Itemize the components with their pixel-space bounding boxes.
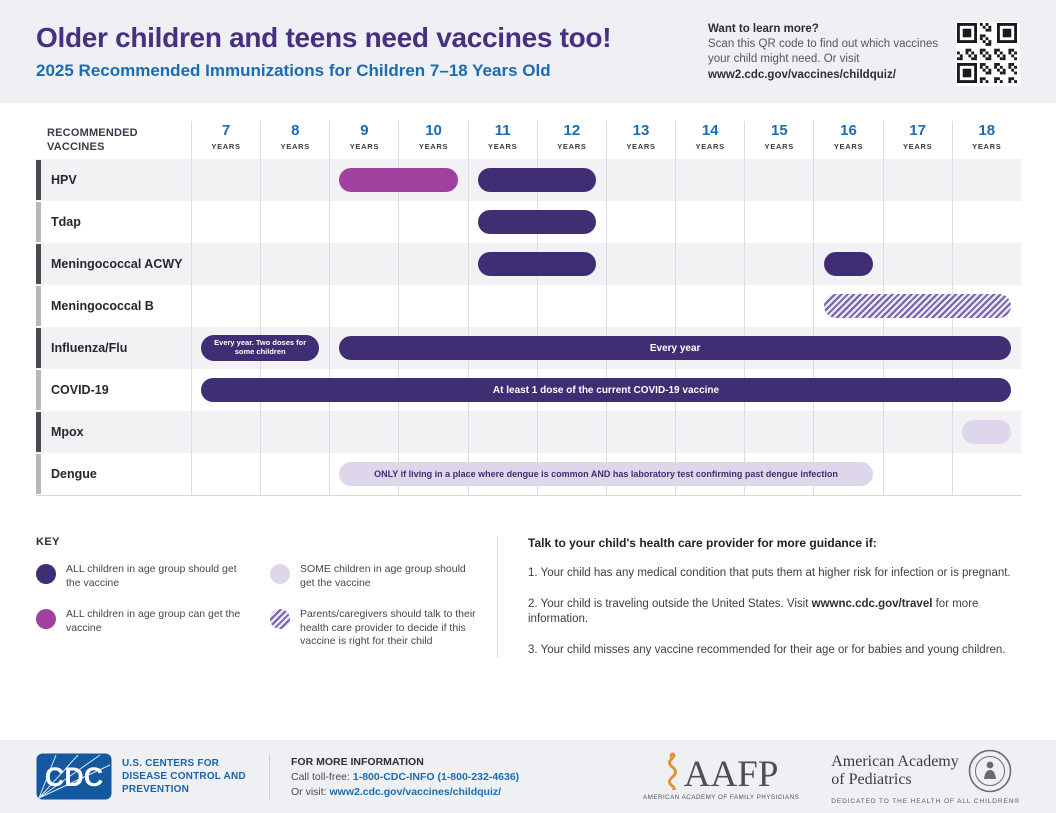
guidance-item-2-text: 2. Your child is traveling outside the United States. Visit — [528, 597, 812, 610]
schedule-bar: Every year. Two doses for some children — [201, 335, 319, 361]
cdc-logo-text: CDC — [44, 762, 104, 792]
grid-cell — [329, 243, 398, 285]
vaccine-label: Influenza/Flu — [51, 341, 128, 355]
key-legend — [36, 536, 492, 658]
grid-cell — [260, 159, 329, 201]
grid-cell — [744, 285, 813, 327]
grid-cell — [468, 411, 537, 453]
grid-cell — [952, 243, 1021, 285]
key-swatch-can — [36, 609, 56, 629]
learn-more-heading: Want to learn more? — [708, 23, 819, 35]
age-column-14: 14 YEARS — [675, 121, 744, 159]
key-item-text: SOME children in age group should get the vaccine — [300, 563, 466, 589]
childquiz-link[interactable]: www2.cdc.gov/vaccines/childquiz/ — [708, 68, 896, 81]
key-items — [36, 563, 492, 649]
cdc-logo-block — [36, 753, 260, 800]
row-accent-bar — [36, 454, 41, 494]
schedule-header-row — [36, 121, 1021, 159]
row-grid — [191, 453, 1021, 495]
vaccine-label: Meningococcal B — [51, 299, 154, 313]
vaccine-row-meningococcal-acwy — [36, 243, 1021, 285]
grid-cell — [675, 243, 744, 285]
grid-cell — [260, 453, 329, 495]
vaccine-label: Meningococcal ACWY — [51, 257, 183, 271]
guidance-item-2-suffix: for more information. — [528, 597, 979, 625]
aap-caption: DEDICATED TO THE HEALTH OF ALL CHILDREN® — [831, 797, 1020, 805]
page-header — [0, 0, 1056, 103]
grid-cell — [537, 411, 606, 453]
grid-cell — [260, 201, 329, 243]
grid-cell — [606, 201, 675, 243]
key-swatch-talk — [270, 609, 290, 629]
grid-cell — [952, 159, 1021, 201]
aap-name — [831, 753, 959, 788]
key-item-should — [36, 563, 242, 591]
vaccine-label: Mpox — [51, 425, 84, 439]
grid-cell — [813, 201, 882, 243]
key-item-text: Parents/caregivers should talk to their health care provider to decide if this vaccine is right for their child — [300, 607, 476, 648]
row-accent-bar — [36, 412, 41, 452]
grid-cell — [675, 285, 744, 327]
grid-cell — [398, 201, 467, 243]
row-accent-bar — [36, 160, 41, 200]
grid-cell — [398, 285, 467, 327]
learn-more-block — [708, 22, 940, 83]
grid-cell — [883, 201, 952, 243]
schedule-rows — [36, 159, 1021, 496]
schedule-bar — [962, 420, 1011, 444]
aap-logo-row — [831, 749, 1020, 793]
grid-cell — [191, 285, 260, 327]
grid-cell — [606, 159, 675, 201]
row-accent-bar — [36, 244, 41, 284]
row-grid — [191, 285, 1021, 327]
grid-cell — [883, 453, 952, 495]
row-accent-bar — [36, 328, 41, 368]
aafp-torch-icon — [664, 752, 681, 790]
schedule-bar: Every year — [339, 336, 1011, 360]
age-column-16: 16 YEARS — [813, 121, 882, 159]
vaccine-label: Dengue — [51, 467, 97, 481]
grid-cell — [260, 411, 329, 453]
grid-cell — [537, 285, 606, 327]
schedule-bar: At least 1 dose of the current COVID-19 vaccine — [201, 378, 1011, 402]
key-item-text: ALL children in age group can get the vaccine — [66, 607, 241, 634]
learn-more-body — [708, 37, 940, 83]
key-swatch-should — [36, 564, 56, 584]
age-column-15: 15 YEARS — [744, 121, 813, 159]
main-content — [0, 121, 1056, 658]
grid-cell — [191, 159, 260, 201]
grid-cell — [952, 453, 1021, 495]
page-subtitle: 2025 Recommended Immunizations for Children 7–18 Years Old — [36, 61, 551, 80]
schedule-bar — [824, 252, 873, 276]
vaccine-row-hpv — [36, 159, 1021, 201]
key-item-can — [36, 608, 242, 636]
vaccine-row-dengue — [36, 453, 1021, 495]
key-swatch-some — [270, 564, 290, 584]
qr-code — [956, 22, 1020, 86]
guidance-item-3: 3. Your child misses any vaccine recommended for their age or for babies and young children. — [528, 643, 1006, 656]
footer-info-block — [291, 756, 519, 798]
grid-cell — [329, 411, 398, 453]
guidance-item-1: 1. Your child has any medical condition that puts them at higher risk for infection or is pregnant. — [528, 567, 1011, 579]
key-item-text: ALL children in age group should get the vaccine — [66, 563, 237, 589]
learn-more-text: Scan this QR code to find out which vaccines your child might need. Or visit — [708, 38, 939, 66]
grid-cell — [191, 411, 260, 453]
recommended-vaccines-label: RECOMMENDED VACCINES — [47, 127, 138, 154]
grid-cell — [744, 159, 813, 201]
grid-cell — [191, 243, 260, 285]
grid-cell — [606, 285, 675, 327]
grid-cell — [329, 201, 398, 243]
grid-cell — [606, 411, 675, 453]
grid-cell — [398, 411, 467, 453]
key-item-some — [270, 563, 476, 591]
age-column-7: 7 YEARS — [191, 121, 260, 159]
vaccine-row-influenza-flu — [36, 327, 1021, 369]
aafp-logo-top — [664, 752, 779, 795]
grid-cell — [883, 243, 952, 285]
age-column-9: 9 YEARS — [329, 121, 398, 159]
grid-cell — [191, 453, 260, 495]
cdc-logo — [36, 753, 112, 800]
aap-seal-icon — [968, 749, 1012, 793]
schedule-bar — [478, 252, 596, 276]
footer-childquiz-link[interactable]: www2.cdc.gov/vaccines/childquiz/ — [329, 785, 502, 798]
grid-cell — [813, 159, 882, 201]
phone-link[interactable]: 1-800-CDC-INFO (1-800-232-4636) — [352, 770, 520, 783]
schedule-bar — [824, 294, 1012, 318]
call-prefix: Call toll-free: — [291, 770, 353, 783]
schedule-bar — [339, 168, 457, 192]
vaccine-label: COVID-19 — [51, 383, 109, 397]
aafp-caption: AMERICAN ACADEMY OF FAMILY PHYSICIANS — [642, 794, 800, 801]
vaccine-label: HPV — [51, 173, 77, 187]
age-column-11: 11 YEARS — [468, 121, 537, 159]
grid-cell — [744, 411, 813, 453]
visit-prefix: Or visit: — [291, 785, 330, 798]
grid-cell — [744, 201, 813, 243]
age-column-13: 13 YEARS — [606, 121, 675, 159]
footer-phone-line — [291, 771, 519, 783]
row-grid — [191, 327, 1021, 369]
aap-name-line2: of Pediatrics — [831, 770, 912, 788]
key-title: KEY — [36, 536, 60, 548]
row-accent-bar — [36, 286, 41, 326]
grid-cell — [883, 411, 952, 453]
footer-divider — [269, 754, 270, 800]
title-block — [36, 22, 708, 81]
grid-cell — [329, 285, 398, 327]
grid-cell — [675, 201, 744, 243]
legend-and-guidance — [36, 536, 1020, 658]
guidance-heading: Talk to your child's health care provider for more guidance if: — [528, 536, 877, 550]
grid-cell — [398, 243, 467, 285]
row-accent-bar — [36, 202, 41, 242]
aap-name-line1: American Academy — [831, 753, 959, 771]
grid-cell — [606, 243, 675, 285]
aafp-acronym: AAFP — [683, 753, 779, 795]
row-grid — [191, 411, 1021, 453]
travel-link[interactable]: wwwnc.cdc.gov/travel — [811, 597, 933, 610]
schedule-bar — [478, 210, 596, 234]
age-column-10: 10 YEARS — [398, 121, 467, 159]
cdc-org-name: U.S. CENTERS FOR DISEASE CONTROL AND PREVENTION — [122, 758, 246, 795]
aap-logo — [831, 749, 1020, 805]
row-accent-bar — [36, 370, 41, 410]
grid-cell — [952, 201, 1021, 243]
vaccine-row-meningococcal-b — [36, 285, 1021, 327]
grid-cell — [260, 285, 329, 327]
vaccine-label: Tdap — [51, 215, 81, 229]
schedule-bar — [478, 168, 596, 192]
vaccine-row-covid-19 — [36, 369, 1021, 411]
footer-info-heading: FOR MORE INFORMATION — [291, 755, 424, 768]
grid-cell — [883, 159, 952, 201]
age-header-grid — [191, 121, 1021, 159]
key-item-talk — [270, 608, 476, 650]
page-title: Older children and teens need vaccines too! — [36, 22, 612, 53]
row-grid — [191, 243, 1021, 285]
row-grid — [191, 369, 1021, 411]
guidance-item-2 — [528, 597, 1020, 627]
grid-cell — [744, 243, 813, 285]
grid-cell — [191, 201, 260, 243]
aafp-logo — [643, 752, 799, 801]
vaccine-row-tdap — [36, 201, 1021, 243]
guidance-block — [498, 536, 1020, 658]
age-column-18: 18 YEARS — [952, 121, 1021, 159]
qr-code-image — [957, 23, 1017, 83]
age-column-17: 17 YEARS — [883, 121, 952, 159]
grid-cell — [675, 159, 744, 201]
grid-cell — [468, 285, 537, 327]
footer-visit-line — [291, 786, 519, 798]
key-column — [36, 563, 242, 649]
immunization-schedule — [36, 121, 1021, 496]
grid-cell — [813, 411, 882, 453]
row-grid — [191, 201, 1021, 243]
page-footer — [0, 740, 1056, 813]
vaccine-row-mpox — [36, 411, 1021, 453]
key-column — [270, 563, 476, 649]
grid-cell — [675, 411, 744, 453]
age-column-12: 12 YEARS — [537, 121, 606, 159]
age-column-8: 8 YEARS — [260, 121, 329, 159]
row-grid — [191, 159, 1021, 201]
schedule-bar: ONLY if living in a place where dengue is common AND has laboratory test confirming past dengue infection — [339, 462, 872, 486]
grid-cell — [260, 243, 329, 285]
